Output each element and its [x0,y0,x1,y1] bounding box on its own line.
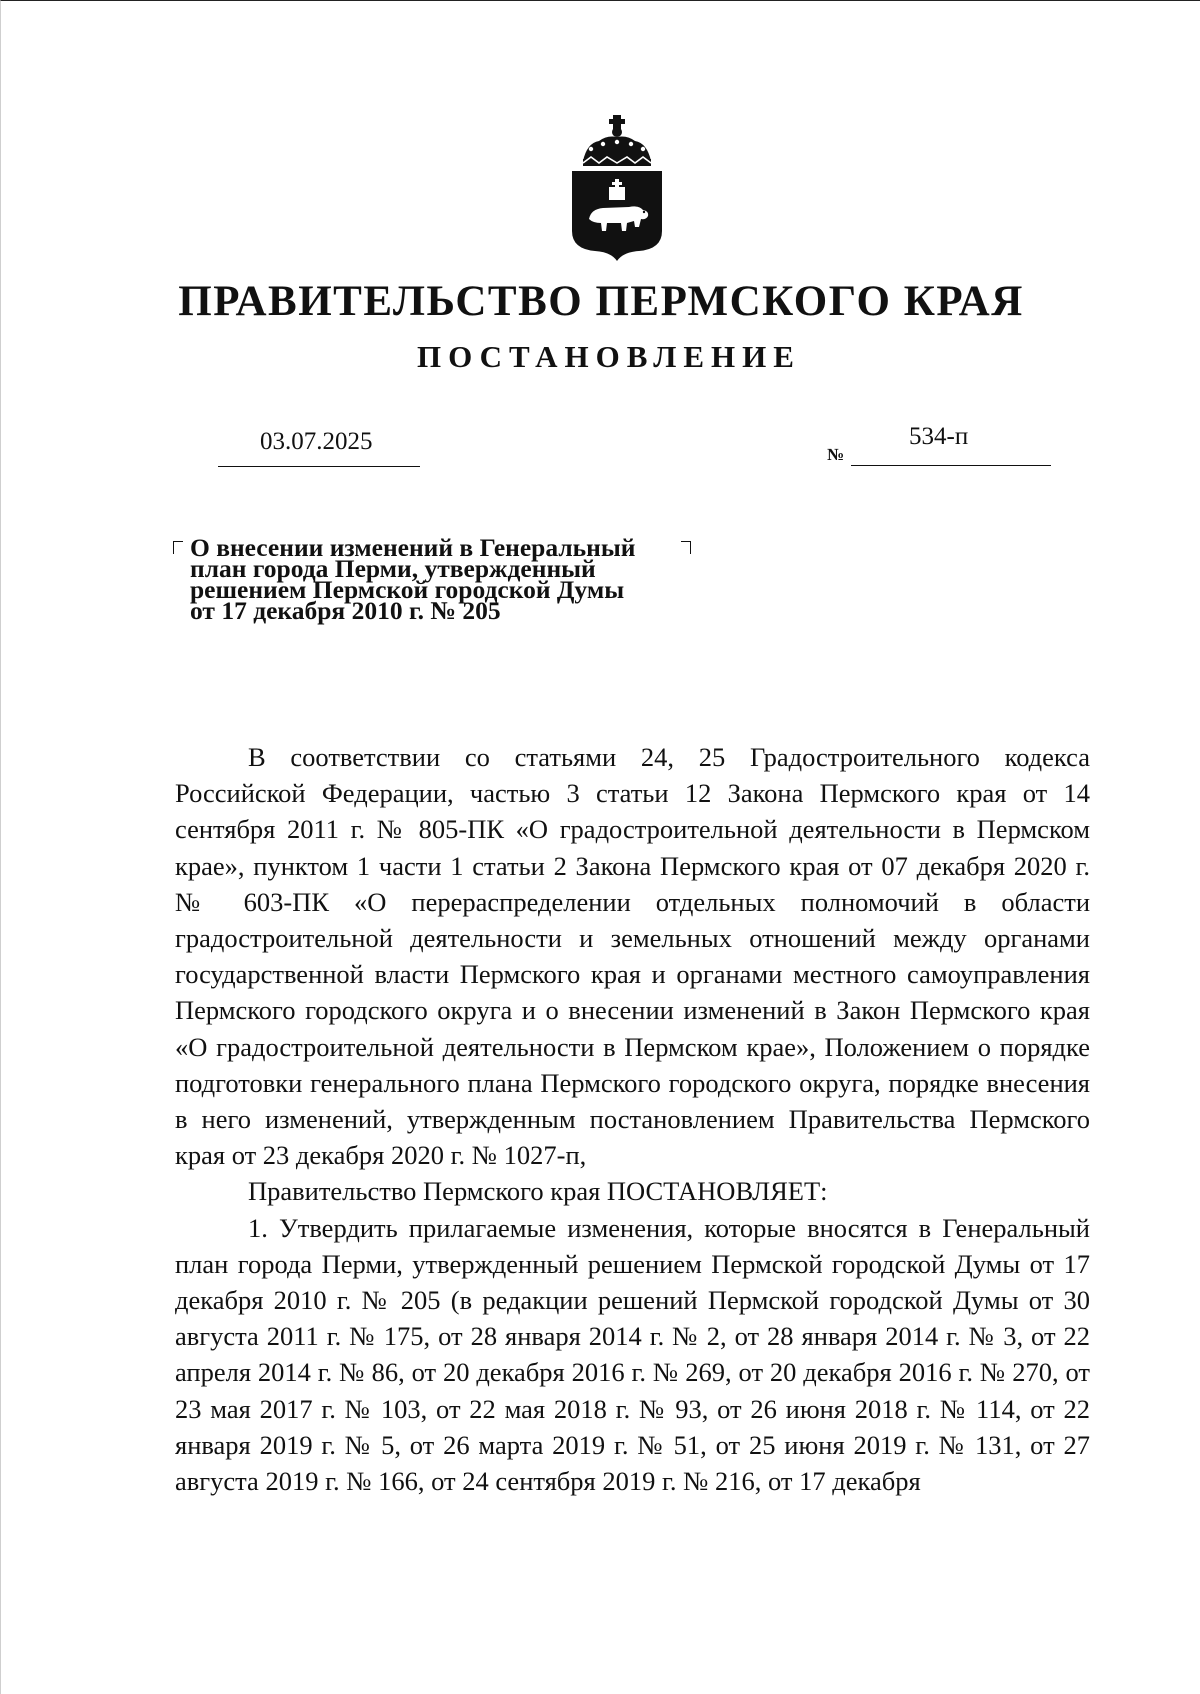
document-body [175,739,1090,1499]
document-date: 03.07.2025 [260,428,373,455]
body-paragraph-preamble: В соответствии со статьями 24, 25 Градостроительного кодекса Российской Федерации, частью 3 статьи 12 Закона Пермского края от 14 сентября 2011 г. № 805-ПК «О градостроительной деятельности в Пермском крае», пунктом 1 части 1 статьи 2 Закона Пермского края от 07 декабря 2020 г. № 603-ПК «О перераспределении отдельных полномочий в области градостроительной деятельности и земельных отношений между органами государственной власти Пермского края и органами местного самоуправления Пермского городского округа и о внесении изменений в Закон Пермского края «О градостроительной деятельности в Пермском крае», Положением о порядке подготовки генерального плана Пермского городского округа, порядке внесения в него изменений, утвержденным постановлением Правительства Пермского края от 23 декабря 2020 г. № 1027-п, [175,742,1090,1171]
document-number-field [851,423,1051,466]
subject-block [173,533,693,625]
document-type-title: ПОСТАНОВЛЕНИЕ [417,339,801,374]
subject-line: О внесении изменений в Генеральный [190,533,636,562]
body-paragraph-item-1: 1. Утвердить прилагаемые изменения, которые вносятся в Генеральный план города Перми, утвержденный решением Пермской городской Думы от 17 декабря 2010 г. № 205 (в редакции решений Пермской городской Думы от 30 августа 2011 г. № 175, от 28 января 2014 г. № 2, от 28 января 2014 г. № 3, от 22 апреля 2014 г. № 86, от 20 декабря 2016 г. № 269, от 20 декабря 2016 г. № 270, от 23 мая 2017 г. № 103, от 22 мая 2018 г. № 93, от 26 июня 2018 г. № 114, от 22 января 2019 г. № 5, от 26 марта 2019 г. № 51, от 25 июня 2019 г. № 131, от 27 августа 2019 г. № 166, от 24 сентября 2019 г. № 216, от 17 декабря [175,1212,1090,1497]
subject-line: решением Пермской городской Думы [190,575,625,604]
subject-line: план города Перми, утвержденный [190,554,596,583]
document-number-label: № [827,445,845,464]
subject-corner-right [681,541,691,554]
document-subject [173,533,693,625]
subject-corner-left [173,541,183,554]
document-number: 534-п [909,423,969,450]
subject-line: от 17 декабря 2010 г. № 205 [190,596,501,625]
document-date-field [218,426,420,467]
organization-title: ПРАВИТЕЛЬСТВО ПЕРМСКОГО КРАЯ [178,278,1024,325]
coat-of-arms-icon [569,113,665,263]
body-paragraph-resolves: Правительство Пермского края ПОСТАНОВЛЯЕТ: [248,1176,828,1207]
